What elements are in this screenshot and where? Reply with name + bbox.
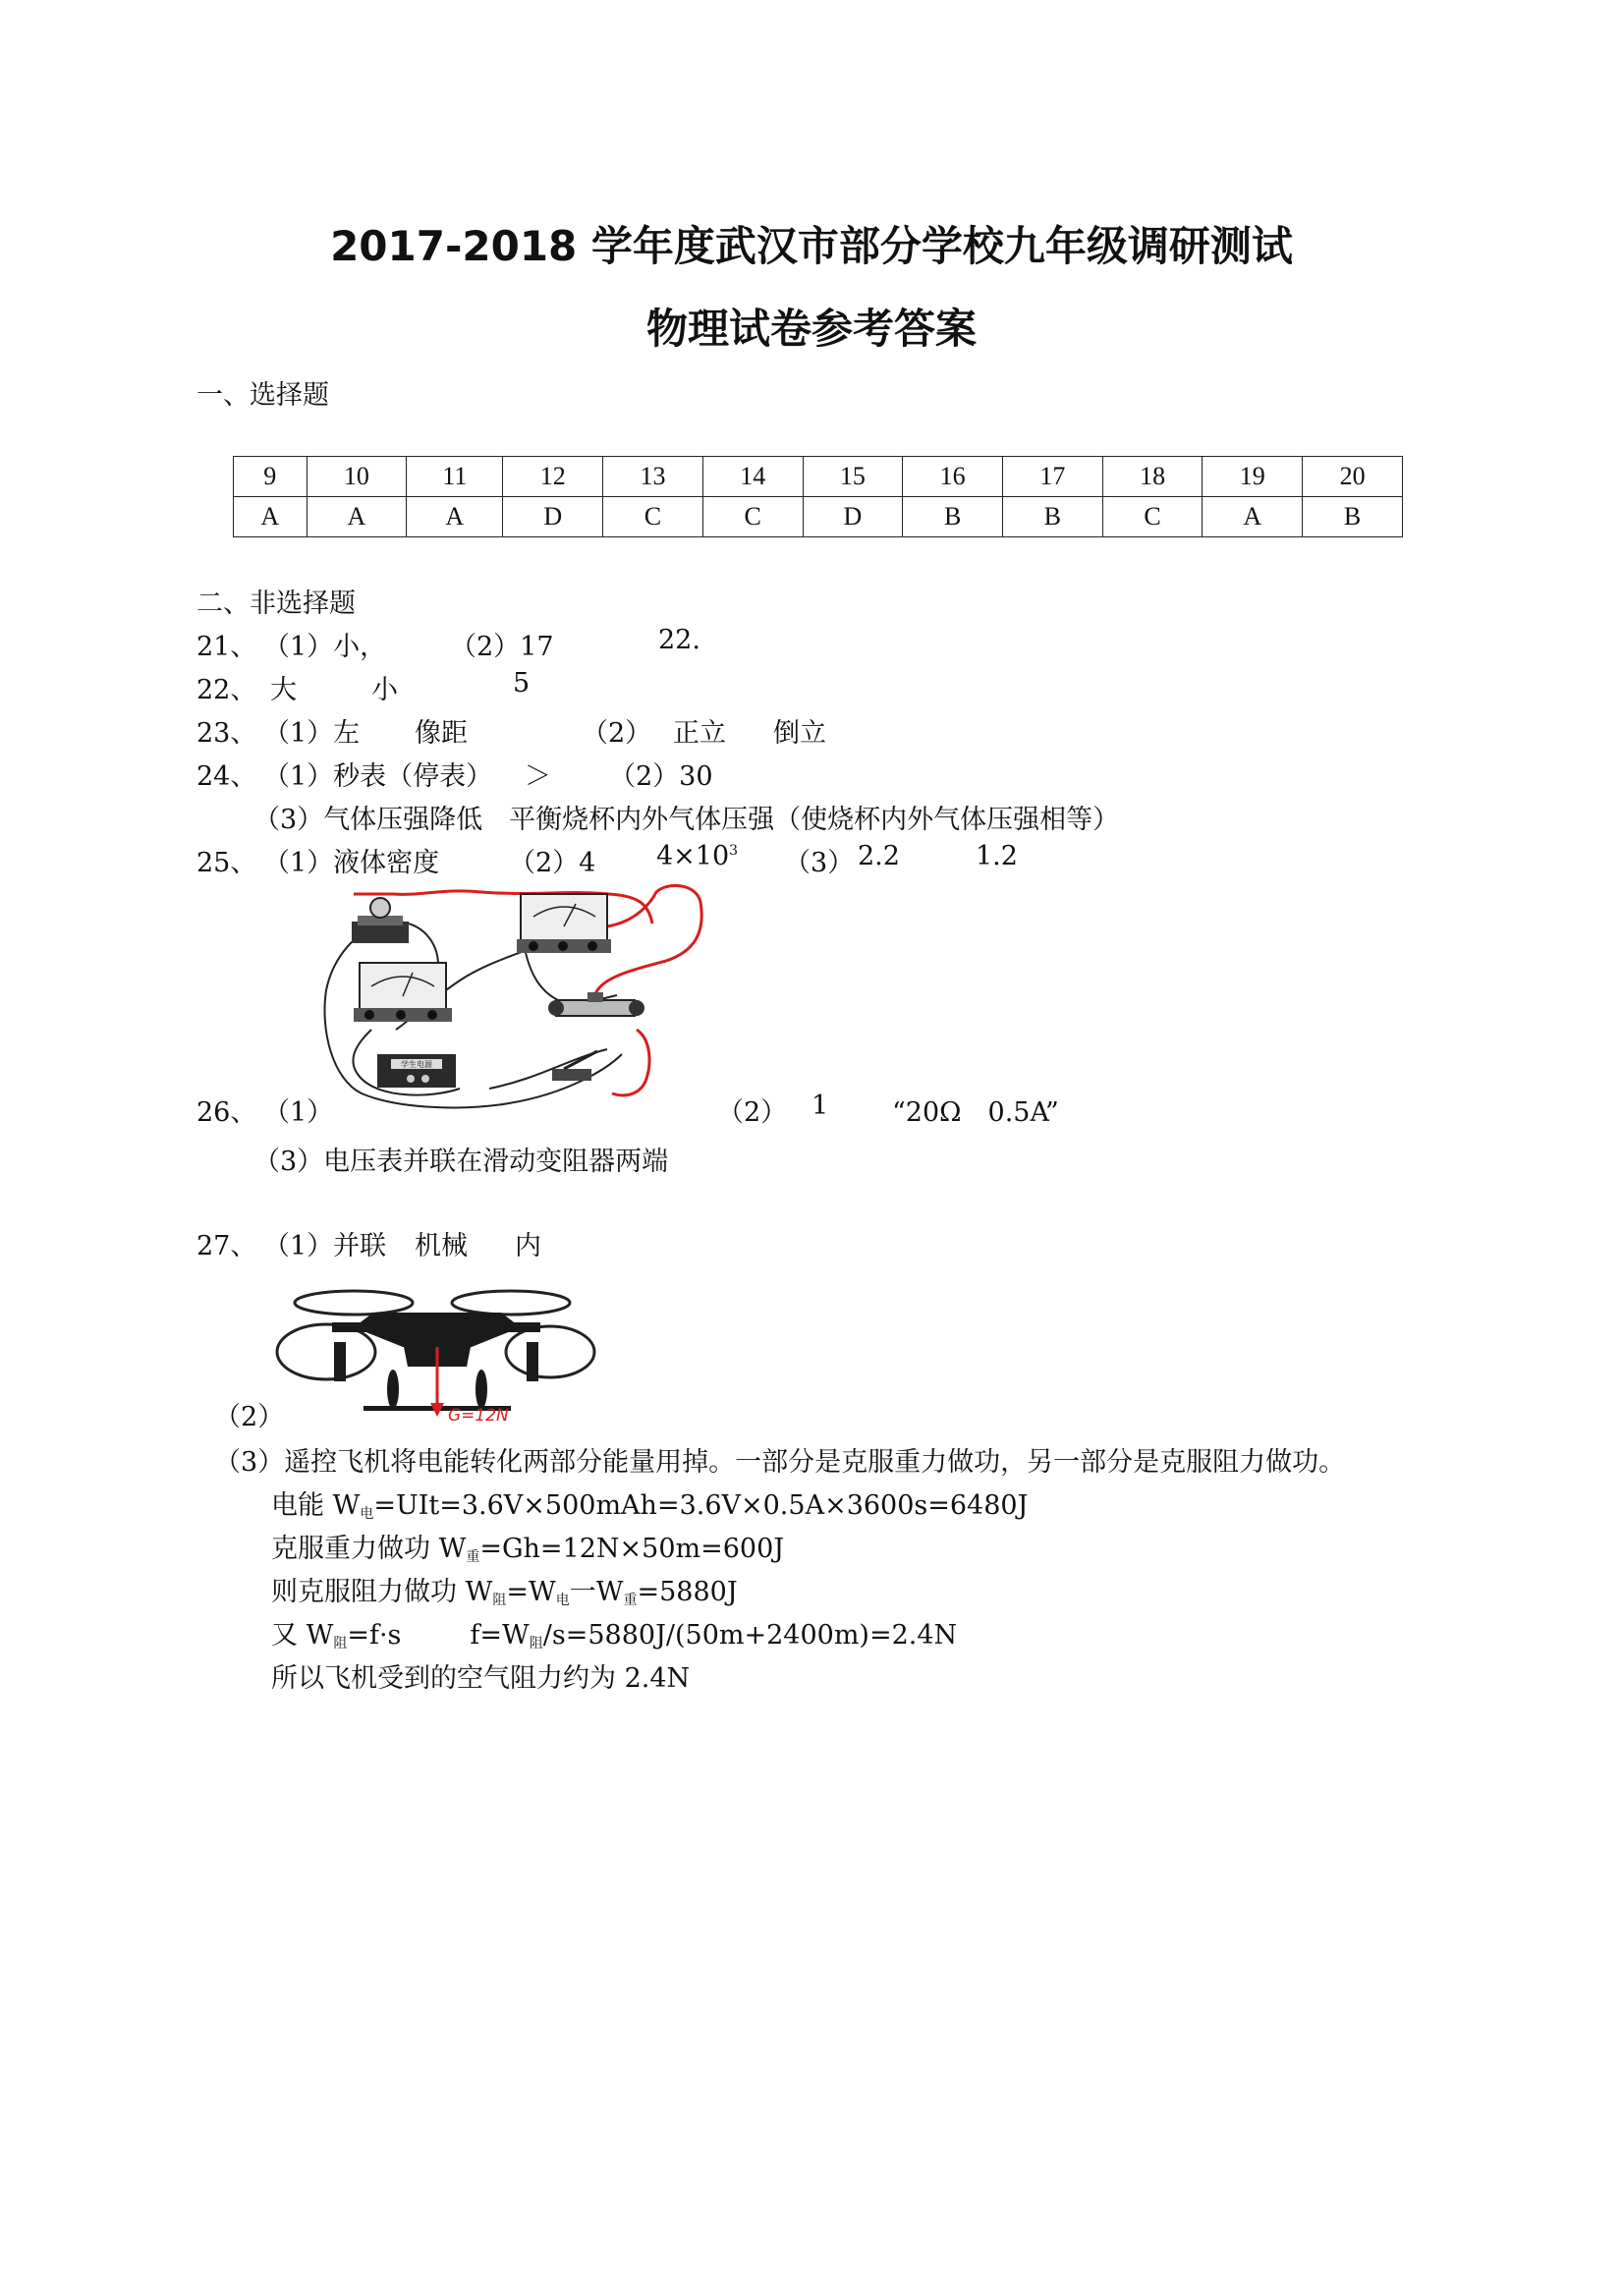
answer-cell: C xyxy=(603,497,703,537)
section-heading-nonchoice: 二、非选择题 xyxy=(196,588,356,619)
answer-cell: D xyxy=(803,497,903,537)
answer-cell: A xyxy=(1203,497,1303,537)
q21-part1: （1）小， xyxy=(263,632,387,662)
document-subtitle: 物理试卷参考答案 xyxy=(645,305,977,353)
power-supply-label: 学生电源 xyxy=(401,1060,432,1069)
document-title: 2017-2018 学年度武汉市部分学校九年级调研测试 xyxy=(330,222,1293,270)
q26-part1: （1） xyxy=(263,1097,334,1128)
answer-cell: A xyxy=(407,497,503,537)
question-number-cell: 20 xyxy=(1303,457,1403,497)
question-number-cell: 19 xyxy=(1203,457,1303,497)
circuit-diagram xyxy=(312,882,705,1110)
question-number-cell: 18 xyxy=(1102,457,1203,497)
rheostat-icon xyxy=(548,992,644,1016)
q23-part2: （2） xyxy=(582,718,652,749)
q26-part3: （3）电压表并联在滑动变阻器两端 xyxy=(253,1147,669,1177)
q26-part2: （2） xyxy=(717,1097,788,1128)
question-number-cell: 16 xyxy=(903,457,1003,497)
q25-part2: （2）4 xyxy=(509,848,596,878)
q27-force-line: 又 $W_阻=f\cdot s$ $f=W_阻/s=5880J/(50m+2400m)=2.4N$ xyxy=(271,1620,958,1652)
answer-row xyxy=(234,497,1403,537)
answer-cell: A xyxy=(234,497,308,537)
q25-part3a: 2.2 xyxy=(858,841,900,871)
q27-energy-line: 电能 $W_电=UIt=3.6V\times 500mAh=3.6V\times 0.5A\times 3600s=6480J$ xyxy=(271,1490,1029,1522)
question-number-cell: 12 xyxy=(503,457,603,497)
q23-part1: （1）左 xyxy=(263,718,361,749)
q27-resistance-work-line: 则克服阻力做功 $W_阻=W_电$一$W_重=5880J$ xyxy=(271,1577,738,1608)
q25-part3b: 1.2 xyxy=(976,841,1018,871)
q25-number: 25、 xyxy=(196,848,257,878)
q24-number: 24、 xyxy=(196,761,257,792)
q27-part1c: 内 xyxy=(515,1231,541,1261)
drone-diagram xyxy=(275,1273,599,1423)
gravity-label: G=12N xyxy=(448,1406,509,1423)
question-number-row xyxy=(234,457,1403,497)
bulb-icon xyxy=(352,898,409,943)
q24-part2: （2）30 xyxy=(609,761,713,792)
q26-part2a: 1 xyxy=(812,1091,829,1121)
question-number-cell: 15 xyxy=(803,457,903,497)
q23-part2b: 倒立 xyxy=(773,718,826,749)
q22-answer-a: 大 xyxy=(270,675,297,705)
answer-cell: C xyxy=(1102,497,1203,537)
q21-part2: （2）17 xyxy=(450,632,554,662)
q27-part1: （1）并联 xyxy=(263,1231,387,1261)
answer-cell: B xyxy=(903,497,1003,537)
q27-part2: （2） xyxy=(214,1402,285,1432)
q22-answer-b: 小 xyxy=(371,675,398,705)
q21-number: 21、 xyxy=(196,632,257,662)
power-supply-icon xyxy=(377,1054,456,1088)
question-number-cell: 9 xyxy=(234,457,308,497)
q26-number: 26、 xyxy=(196,1097,257,1128)
q24-part1b: ＞ xyxy=(525,761,551,792)
q24-part3: （3）气体压强降低 平衡烧杯内外气体压强（使烧杯内外气体压强相等） xyxy=(253,805,1120,835)
section-heading-choice: 一、选择题 xyxy=(196,380,329,411)
q27-number: 27、 xyxy=(196,1231,257,1261)
question-number-cell: 11 xyxy=(407,457,503,497)
q27-gravity-work-line: 克服重力做功 $W_重=Gh=12N\times 50m=600J$ xyxy=(271,1534,785,1565)
question-number-cell: 10 xyxy=(307,457,407,497)
q25-part2b: $4\times 10^3$ xyxy=(656,841,739,871)
answer-cell: C xyxy=(702,497,803,537)
answer-cell: B xyxy=(1303,497,1403,537)
q25-part3: （3） xyxy=(784,848,855,878)
q21-part3: 22. xyxy=(658,625,700,655)
question-number-cell: 13 xyxy=(603,457,703,497)
q24-part1: （1）秒表（停表） xyxy=(263,761,493,792)
q23-part1b: 像距 xyxy=(415,718,468,749)
q27-conclusion-line: 所以飞机受到的空气阻力约为 2.4N xyxy=(271,1663,691,1694)
q23-number: 23、 xyxy=(196,718,257,749)
answer-table xyxy=(233,456,1403,537)
ammeter-icon xyxy=(354,963,452,1022)
question-number-cell: 14 xyxy=(702,457,803,497)
q22-answer-c: 5 xyxy=(513,668,531,699)
q23-part2a: 正立 xyxy=(673,718,726,749)
answer-cell: B xyxy=(1002,497,1102,537)
answer-cell: D xyxy=(503,497,603,537)
q27-part1b: 机械 xyxy=(415,1231,468,1261)
q26-part2b: “20Ω 0.5A” xyxy=(892,1097,1059,1128)
q25-part1: （1）液体密度 xyxy=(263,848,440,878)
q27-part3: （3）遥控飞机将电能转化两部分能量用掉。一部分是克服重力做功，另一部分是克服阻力做功。 xyxy=(214,1447,1346,1478)
voltmeter-icon xyxy=(517,894,611,953)
q22-number: 22、 xyxy=(196,675,257,705)
question-number-cell: 17 xyxy=(1002,457,1102,497)
answer-cell: A xyxy=(307,497,407,537)
